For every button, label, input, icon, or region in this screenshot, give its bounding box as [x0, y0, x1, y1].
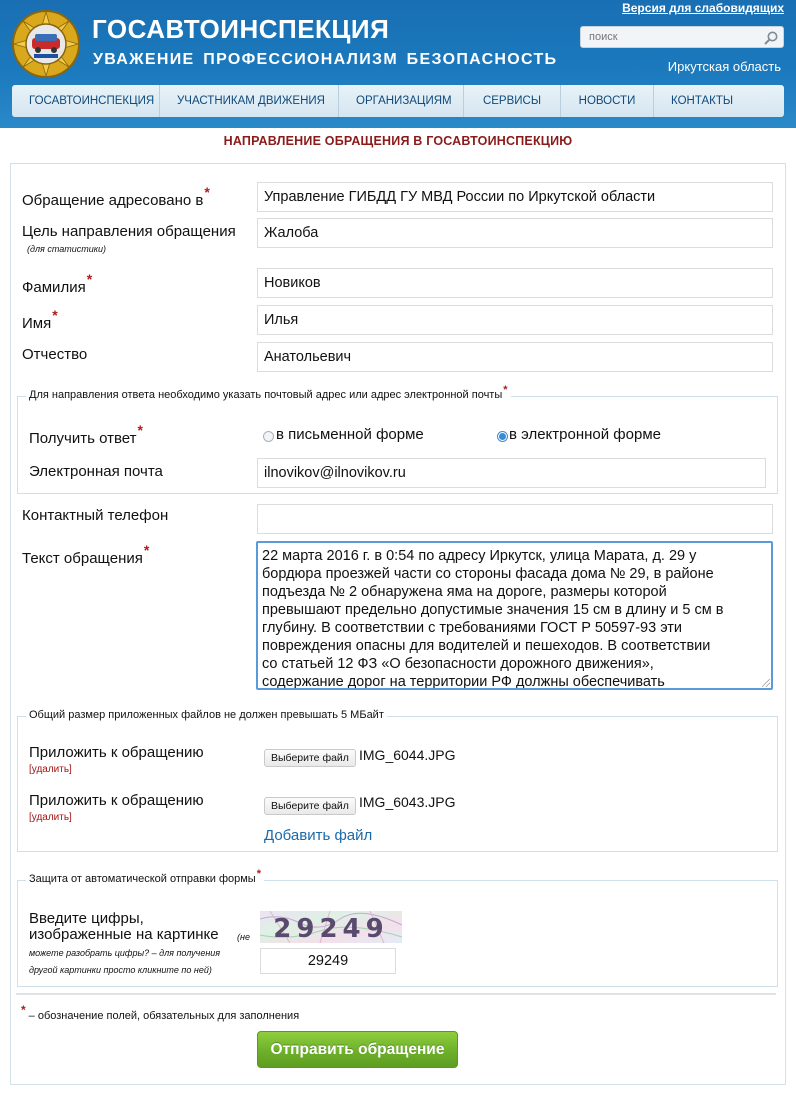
purpose-field[interactable]: Жалоба [257, 218, 773, 248]
brand-motto: УВАЖЕНИЕ ПРОФЕССИОНАЛИЗМ БЕЗОПАСНОСТЬ [93, 51, 558, 68]
name-field[interactable]: Илья [257, 305, 773, 335]
attach-label-1: Приложить к обращению [29, 744, 204, 761]
required-mark: * [256, 868, 261, 880]
appeal-text-line: бордюра проезжей части со стороны фасада дома № 29, в районе [262, 566, 714, 582]
captcha-image[interactable] [260, 911, 402, 943]
required-mark: * [52, 307, 58, 323]
appeal-text-line: превышают предельно допустимые значения 15 см в длину и 5 см в [262, 602, 724, 618]
phone-label: Контактный телефон [22, 507, 169, 524]
required-mark: * [503, 384, 508, 396]
addressee-field[interactable]: Управление ГИБДД ГУ МВД России по Иркутской области [257, 182, 773, 212]
appeal-text-area[interactable] [256, 541, 773, 690]
captcha-image-text: 29249 [273, 914, 389, 943]
required-mark: * [204, 184, 210, 200]
region-label[interactable]: Иркутская область [667, 59, 781, 74]
appeal-text-label: Текст обращения* [22, 542, 150, 567]
nav-item-organizations[interactable]: ОРГАНИЗАЦИЯМ [339, 85, 464, 117]
brand-title[interactable]: ГОСАВТОИНСПЕКЦИЯ [92, 14, 390, 44]
delete-file-link-1[interactable]: [удалить] [29, 764, 72, 775]
file-name-2: IMG_6043.JPG [359, 794, 456, 810]
nav-item-contacts[interactable]: КОНТАКТЫ [671, 95, 734, 107]
required-mark: * [137, 422, 143, 438]
captcha-hint-line1: (не [237, 932, 250, 942]
appeal-text-line: повреждения опасны для водителей и пешеходов. В соответствии [262, 638, 711, 654]
captcha-label-line1: Введите цифры, [29, 910, 144, 927]
required-mark: * [86, 271, 93, 287]
appeal-text-line: со статьей 12 ФЗ «О безопасности дорожного движения», [262, 656, 654, 672]
page-title: НАПРАВЛЕНИЕ ОБРАЩЕНИЯ В ГОСАВТОИНСПЕКЦИЮ [223, 134, 573, 148]
captcha-hint-line3: другой картинки просто кликните по ней) [29, 965, 212, 975]
choose-file-button-1[interactable]: Выберите файл [264, 749, 356, 767]
captcha-label-line2: изображенные на картинке [29, 926, 219, 943]
phone-field[interactable] [257, 504, 773, 534]
submit-appeal-button[interactable]: Отправить обращение [257, 1031, 458, 1068]
nav-item-gosavtoinspection[interactable]: ГОСАВТОИНСПЕКЦИЯ [12, 85, 160, 117]
name-label: Имя* [22, 307, 58, 332]
required-fields-note: * – обозначение полей, обязательных для заполнения [21, 1003, 300, 1022]
search-box [580, 26, 784, 48]
reply-group-legend: Для направления ответа необходимо указать почтовый адрес или адрес электронной почты* [26, 389, 511, 401]
appeal-text-line: глубину. В соответствии с требованиями ГОСТ Р 50597-93 эти [262, 620, 683, 636]
appeal-text-line: содержание дорог на территории РФ должны обеспечивать [262, 674, 665, 690]
captcha-input[interactable]: 29249 [260, 948, 396, 974]
gibdd-emblem-icon[interactable] [10, 8, 82, 80]
reply-label: Получить ответ* [29, 422, 143, 447]
file-name-1: IMG_6044.JPG [359, 747, 456, 763]
choose-file-button-2[interactable]: Выберите файл [264, 797, 356, 815]
nav-item-services[interactable]: СЕРВИСЫ [464, 85, 561, 117]
captcha-group-legend: Защита от автоматической отправки формы* [26, 873, 264, 885]
surname-label: Фамилия* [22, 271, 93, 296]
visually-impaired-link[interactable]: Версия для слабовидящих [622, 1, 784, 15]
reply-email-radio[interactable] [497, 431, 508, 442]
form-divider [16, 993, 776, 995]
resize-grip-icon[interactable] [762, 679, 770, 687]
captcha-hint-line2: можете разобрать цифры? – для получения [29, 948, 221, 958]
patronymic-field[interactable]: Анатольевич [257, 342, 773, 372]
nav-item-news[interactable]: НОВОСТИ [561, 85, 654, 117]
purpose-sublabel: (для статистики) [27, 244, 107, 254]
required-mark: * [21, 1003, 26, 1017]
delete-file-link-2[interactable]: [удалить] [29, 812, 72, 823]
required-mark: * [143, 542, 150, 558]
appeal-text-line: 22 марта 2016 г. в 0:54 по адресу Иркутск, улица Марата, д. 29 у [262, 548, 697, 564]
main-nav [12, 85, 784, 117]
surname-field[interactable]: Новиков [257, 268, 773, 298]
email-label: Электронная почта [29, 463, 163, 480]
email-field[interactable]: ilnovikov@ilnovikov.ru [257, 458, 766, 488]
addressee-label: Обращение адресовано в* [22, 184, 210, 209]
nav-item-traffic-participants[interactable]: УЧАСТНИКАМ ДВИЖЕНИЯ [160, 85, 339, 117]
reply-written-radio[interactable] [263, 431, 274, 442]
purpose-label: Цель направления обращения [22, 223, 236, 240]
reply-written-label[interactable]: в письменной форме [276, 426, 424, 443]
files-group-legend: Общий размер приложенных файлов не должен превышать 5 МБайт [26, 709, 387, 721]
search-input[interactable] [581, 27, 751, 47]
patronymic-label: Отчество [22, 346, 88, 363]
reply-email-label[interactable]: в электронной форме [509, 426, 661, 443]
attach-label-2: Приложить к обращению [29, 792, 204, 809]
appeal-text-line: подъезда № 2 обнаружена яма на дороге, размеры которой [262, 584, 667, 600]
site-header [0, 0, 796, 128]
files-group [17, 709, 778, 852]
add-file-link[interactable]: Добавить файл [264, 827, 373, 844]
search-icon[interactable] [763, 30, 779, 46]
